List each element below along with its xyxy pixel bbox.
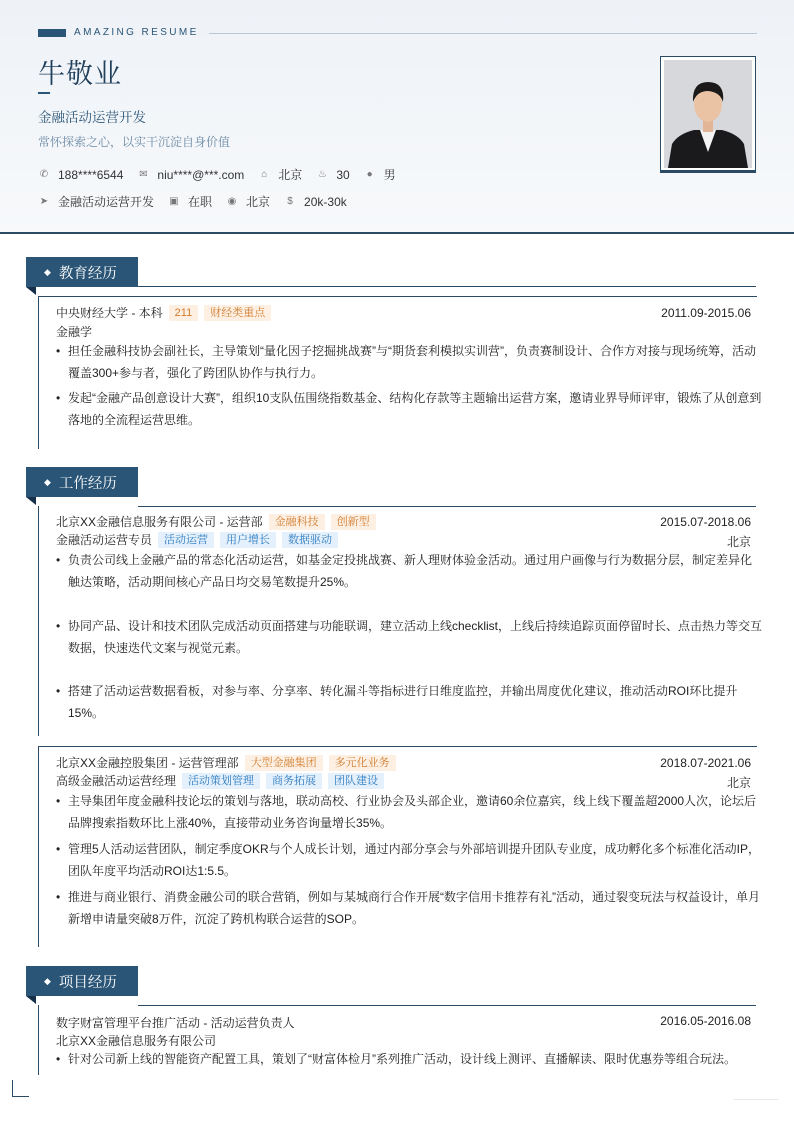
- cake-icon: ♨: [317, 169, 327, 180]
- project-date: 2016.05-2016.08: [660, 1014, 751, 1028]
- send-icon: ➤: [39, 196, 49, 207]
- photo-accent-bar: [660, 170, 756, 173]
- education-bullet: • 发起“金融产品创意设计大赛”，组织10支队伍围绕指数基金、结构化存款等主题输出运营方案，邀请业界导师评审，锻炼了从创意到落地的全流程运营思维。: [56, 387, 763, 431]
- school-tag: 211: [169, 305, 199, 321]
- work-entry: [38, 506, 763, 736]
- work-bullet: • 主导集团年度金融科技论坛的策划与落地，联动高校、行业协会及头部企业，邀请60余位嘉宾，线上线下覆盖超2000人次，论坛后品牌搜索指数环比上涨40%，直接带动业务咨询量增长35%。: [56, 790, 763, 834]
- portrait-illustration: [664, 60, 752, 168]
- company-row: [56, 513, 376, 530]
- motto: 常怀探索之心，以实干沉淀自身价值: [38, 135, 231, 149]
- header-accent-bar: [38, 29, 66, 37]
- page-corner-mark: [12, 1080, 29, 1097]
- role-name: 金融活动运营专员: [56, 533, 153, 547]
- resume-tagline: AMAZING RESUME: [74, 27, 199, 38]
- info-hometown: ⌂ 北京: [258, 166, 302, 183]
- education-date: 2011.09-2015.06: [661, 306, 751, 320]
- role-tag: 团队建设: [328, 773, 384, 789]
- info-status: ▣ 在职: [169, 195, 213, 209]
- job-title: 金融活动运营开发: [38, 110, 146, 125]
- company-tag: 创新型: [331, 514, 376, 530]
- company-tag: 金融科技: [269, 514, 325, 530]
- section-rule: [138, 286, 756, 287]
- diamond-icon: ◆: [44, 266, 51, 277]
- work-date: 2015.07-2018.06: [660, 515, 751, 529]
- gender-icon: ●: [366, 169, 373, 180]
- role-tag: 活动策划管理: [182, 773, 260, 789]
- work-location: 北京: [726, 535, 751, 549]
- resume-header: [0, 0, 794, 234]
- home-icon: ⌂: [261, 169, 268, 180]
- info-intent-position: ➤ 金融活动运营开发: [39, 195, 155, 209]
- info-salary: $ 20k-30k: [284, 195, 347, 209]
- project-title: 数字财富管理平台推广活动 - 活动运营负责人: [56, 1016, 295, 1030]
- work-bullet: • 搭建了活动运营数据看板，对参与率、分享率、转化漏斗等指标进行日维度监控，并输出周度优化建议，推动活动ROI环比提升15%。: [56, 680, 763, 724]
- education-bullet: • 担任金融科技协会副社长，主导策划“量化因子挖掘挑战赛”与“期货套利模拟实训营”，负责赛制设计、合作方对接与现场统筹，活动覆盖300+参与者，强化了跨团队协作与执行力。: [56, 340, 763, 384]
- work-bullet: • 管理5人活动运营团队，制定季度OKR与个人成长计划，通过内部分享会与外部培训提升团队专业度，成功孵化多个标准化活动IP，团队年度平均活动ROI达1:5.5。: [56, 838, 763, 882]
- info-age: ♨ 30: [317, 167, 350, 182]
- diamond-icon: ◆: [44, 476, 51, 487]
- work-entry: [38, 746, 761, 947]
- mail-icon: ✉: [139, 169, 148, 180]
- info-email: ✉ niu****@***.com: [139, 167, 245, 182]
- school-tag: 财经类重点: [204, 305, 271, 321]
- company-row: [56, 754, 396, 771]
- role-tag: 用户增长: [220, 532, 276, 548]
- money-icon: $: [287, 196, 293, 207]
- section-header-education: ◆ 教育经历: [26, 257, 138, 287]
- profile-photo: [664, 60, 752, 168]
- education-entry: [38, 296, 762, 449]
- section-fold: [26, 996, 36, 1004]
- candidate-name: 牛敬业: [38, 59, 122, 89]
- work-bullet: • 负责公司线上金融产品的常态化活动运营，如基金定投挑战赛、新人理财体验金活动。通过用户画像与行为数据分层，制定差异化触达策略，活动期间核心产品日均交易笔数提升25%。: [56, 549, 763, 593]
- profile-photo-frame: [660, 56, 756, 172]
- page-footer-rule: [734, 1099, 778, 1100]
- info-gender: ● 男: [364, 166, 396, 183]
- briefcase-icon: ▣: [169, 196, 179, 207]
- role-row: [56, 531, 338, 548]
- diamond-icon: ◆: [44, 975, 51, 986]
- school-row: [56, 304, 271, 321]
- section-header-work: ◆ 工作经历: [26, 467, 138, 497]
- major: 金融学: [56, 325, 93, 339]
- phone-icon: ✆: [39, 169, 49, 180]
- project-bullet: • 针对公司新上线的智能资产配置工具，策划了“财富体检月”系列推广活动，设计线上测评、直播解读、限时优惠券等组合玩法。: [56, 1048, 763, 1070]
- header-rule: [209, 33, 757, 34]
- work-location: 北京: [726, 776, 751, 790]
- work-bullet: • 推进与商业银行、消费金融公司的联合营销，例如与某城商行合作开展“数字信用卡推荐有礼”活动，通过裂变玩法与权益设计，单月新增申请量突破8万件，沉淀了跨机构联合运营的SOP。: [56, 886, 763, 930]
- school-name: 中央财经大学 - 本科: [56, 306, 163, 320]
- role-tag: 商务拓展: [266, 773, 322, 789]
- company-tag: 大型金融集团: [245, 755, 323, 771]
- project-entry: [38, 1005, 757, 1075]
- work-date: 2018.07-2021.06: [660, 756, 751, 770]
- name-underline: [38, 92, 50, 94]
- section-header-project: ◆ 项目经历: [26, 966, 138, 996]
- job-intent-row: [38, 193, 361, 210]
- role-name: 高级金融活动运营经理: [56, 774, 177, 788]
- company-tag: 多元化业务: [329, 755, 396, 771]
- section-fold: [26, 497, 36, 505]
- section-fold: [26, 287, 36, 295]
- contact-info-row: [38, 166, 410, 183]
- info-phone: ✆ 188****6544: [39, 167, 124, 182]
- work-bullet: • 协同产品、设计和技术团队完成活动页面搭建与功能联调，建立活动上线checklist，上线后持续追踪页面停留时长、点击热力等交互数据，快速迭代文案与视觉元素。: [56, 615, 763, 659]
- info-intent-city: ◉ 北京: [227, 195, 271, 209]
- role-row: [56, 772, 384, 789]
- location-icon: ◉: [227, 196, 237, 207]
- company-name: 北京XX金融信息服务有限公司 - 运营部: [56, 515, 263, 529]
- role-tag: 数据驱动: [282, 532, 338, 548]
- role-tag: 活动运营: [158, 532, 214, 548]
- project-company: 北京XX金融信息服务有限公司: [56, 1034, 217, 1048]
- company-name: 北京XX金融控股集团 - 运营管理部: [56, 756, 239, 770]
